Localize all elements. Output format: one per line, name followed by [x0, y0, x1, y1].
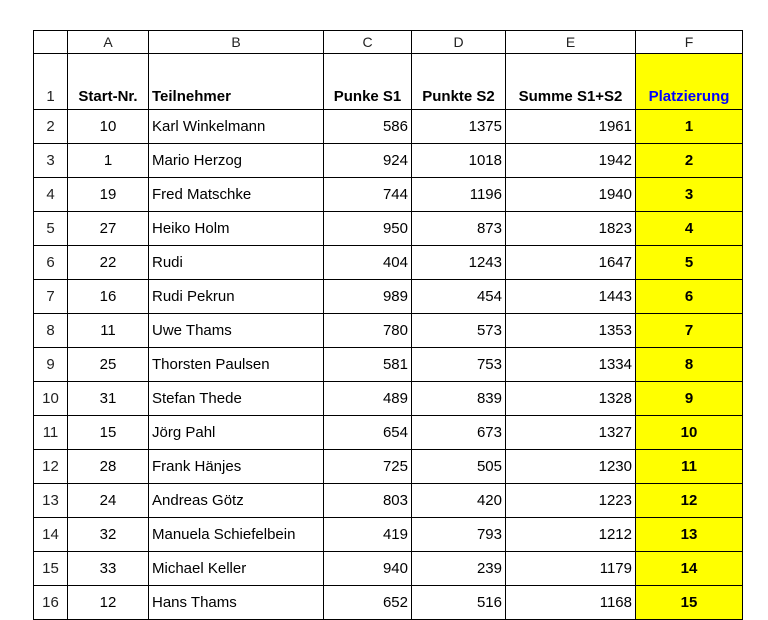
- cell-punkte-s2[interactable]: 573: [412, 314, 506, 348]
- table-row: [34, 314, 743, 348]
- table-row: [34, 178, 743, 212]
- cell-platzierung[interactable]: 7: [636, 314, 743, 348]
- row-number[interactable]: 3: [34, 144, 68, 178]
- cell-summe[interactable]: 1353: [506, 314, 636, 348]
- cell-teilnehmer[interactable]: Andreas Götz: [149, 484, 324, 518]
- header-cell-punke-s1[interactable]: Punke S1: [324, 54, 412, 110]
- cell-platzierung[interactable]: 5: [636, 246, 743, 280]
- cell-punkte-s2[interactable]: 239: [412, 552, 506, 586]
- cell-start-nr[interactable]: 15: [68, 416, 149, 450]
- table-row: [34, 552, 743, 586]
- cell-summe[interactable]: 1223: [506, 484, 636, 518]
- cell-teilnehmer[interactable]: Jörg Pahl: [149, 416, 324, 450]
- table-row: [34, 586, 743, 620]
- column-header-b[interactable]: B: [149, 31, 324, 54]
- cell-punkte-s2[interactable]: 1196: [412, 178, 506, 212]
- row-number[interactable]: 4: [34, 178, 68, 212]
- cell-punke-s1[interactable]: 744: [324, 178, 412, 212]
- cell-platzierung[interactable]: 3: [636, 178, 743, 212]
- cell-start-nr[interactable]: 33: [68, 552, 149, 586]
- cell-start-nr[interactable]: 12: [68, 586, 149, 620]
- cell-punkte-s2[interactable]: 873: [412, 212, 506, 246]
- column-header-f[interactable]: F: [636, 31, 743, 54]
- header-cell-start-nr[interactable]: Start-Nr.: [68, 54, 149, 110]
- cell-platzierung[interactable]: 9: [636, 382, 743, 416]
- row-number[interactable]: 16: [34, 586, 68, 620]
- cell-punke-s1[interactable]: 950: [324, 212, 412, 246]
- table-row: [34, 484, 743, 518]
- cell-punkte-s2[interactable]: 1018: [412, 144, 506, 178]
- column-header-c[interactable]: C: [324, 31, 412, 54]
- cell-platzierung[interactable]: 1: [636, 110, 743, 144]
- cell-teilnehmer[interactable]: Uwe Thams: [149, 314, 324, 348]
- cell-platzierung[interactable]: 13: [636, 518, 743, 552]
- row-number[interactable]: 2: [34, 110, 68, 144]
- row-number[interactable]: 13: [34, 484, 68, 518]
- cell-start-nr[interactable]: 25: [68, 348, 149, 382]
- cell-punke-s1[interactable]: 989: [324, 280, 412, 314]
- cell-teilnehmer[interactable]: Mario Herzog: [149, 144, 324, 178]
- cell-teilnehmer[interactable]: Manuela Schiefelbein: [149, 518, 324, 552]
- cell-punke-s1[interactable]: 489: [324, 382, 412, 416]
- cell-punkte-s2[interactable]: 420: [412, 484, 506, 518]
- cell-punkte-s2[interactable]: 839: [412, 382, 506, 416]
- cell-teilnehmer[interactable]: Michael Keller: [149, 552, 324, 586]
- header-cell-teilnehmer[interactable]: Teilnehmer: [149, 54, 324, 110]
- column-header-a[interactable]: A: [68, 31, 149, 54]
- cell-platzierung[interactable]: 6: [636, 280, 743, 314]
- cell-teilnehmer[interactable]: Thorsten Paulsen: [149, 348, 324, 382]
- table-row: [34, 212, 743, 246]
- cell-punkte-s2[interactable]: 793: [412, 518, 506, 552]
- cell-punke-s1[interactable]: 725: [324, 450, 412, 484]
- cell-summe[interactable]: 1942: [506, 144, 636, 178]
- cell-start-nr[interactable]: 24: [68, 484, 149, 518]
- cell-teilnehmer[interactable]: Stefan Thede: [149, 382, 324, 416]
- spreadsheet-grid: [33, 30, 743, 620]
- cell-punkte-s2[interactable]: 673: [412, 416, 506, 450]
- row-number[interactable]: 10: [34, 382, 68, 416]
- row-number[interactable]: 1: [34, 54, 68, 110]
- table-row: [34, 518, 743, 552]
- cell-teilnehmer[interactable]: Hans Thams: [149, 586, 324, 620]
- cell-punke-s1[interactable]: 652: [324, 586, 412, 620]
- corner-cell[interactable]: [34, 31, 68, 54]
- cell-platzierung[interactable]: 11: [636, 450, 743, 484]
- column-header-e[interactable]: E: [506, 31, 636, 54]
- cell-start-nr[interactable]: 22: [68, 246, 149, 280]
- cell-teilnehmer[interactable]: Rudi: [149, 246, 324, 280]
- cell-summe[interactable]: 1328: [506, 382, 636, 416]
- table-row: [34, 382, 743, 416]
- row-number[interactable]: 15: [34, 552, 68, 586]
- cell-start-nr[interactable]: 27: [68, 212, 149, 246]
- cell-punke-s1[interactable]: 654: [324, 416, 412, 450]
- row-number[interactable]: 9: [34, 348, 68, 382]
- cell-summe[interactable]: 1334: [506, 348, 636, 382]
- cell-start-nr[interactable]: 10: [68, 110, 149, 144]
- cell-start-nr[interactable]: 19: [68, 178, 149, 212]
- column-header-row: [34, 31, 743, 54]
- cell-punke-s1[interactable]: 581: [324, 348, 412, 382]
- cell-punke-s1[interactable]: 924: [324, 144, 412, 178]
- cell-start-nr[interactable]: 1: [68, 144, 149, 178]
- cell-teilnehmer[interactable]: Frank Hänjes: [149, 450, 324, 484]
- cell-start-nr[interactable]: 31: [68, 382, 149, 416]
- cell-start-nr[interactable]: 32: [68, 518, 149, 552]
- table-row: [34, 450, 743, 484]
- row-number[interactable]: 7: [34, 280, 68, 314]
- cell-summe[interactable]: 1327: [506, 416, 636, 450]
- cell-start-nr[interactable]: 28: [68, 450, 149, 484]
- cell-summe[interactable]: 1823: [506, 212, 636, 246]
- cell-platzierung[interactable]: 15: [636, 586, 743, 620]
- cell-summe[interactable]: 1443: [506, 280, 636, 314]
- cell-summe[interactable]: 1940: [506, 178, 636, 212]
- table-row: [34, 144, 743, 178]
- cell-platzierung[interactable]: 4: [636, 212, 743, 246]
- header-cell-platzierung[interactable]: Platzierung: [636, 54, 743, 110]
- cell-punkte-s2[interactable]: 1243: [412, 246, 506, 280]
- row-number[interactable]: 14: [34, 518, 68, 552]
- cell-teilnehmer[interactable]: Heiko Holm: [149, 212, 324, 246]
- cell-start-nr[interactable]: 16: [68, 280, 149, 314]
- cell-summe[interactable]: 1961: [506, 110, 636, 144]
- cell-platzierung[interactable]: 14: [636, 552, 743, 586]
- table-row: [34, 348, 743, 382]
- cell-punke-s1[interactable]: 940: [324, 552, 412, 586]
- cell-teilnehmer[interactable]: Rudi Pekrun: [149, 280, 324, 314]
- row-number[interactable]: 6: [34, 246, 68, 280]
- cell-summe[interactable]: 1212: [506, 518, 636, 552]
- cell-punke-s1[interactable]: 780: [324, 314, 412, 348]
- table-header-row: [34, 54, 743, 110]
- cell-punkte-s2[interactable]: 1375: [412, 110, 506, 144]
- cell-platzierung[interactable]: 8: [636, 348, 743, 382]
- row-number[interactable]: 11: [34, 416, 68, 450]
- row-number[interactable]: 12: [34, 450, 68, 484]
- cell-teilnehmer[interactable]: Karl Winkelmann: [149, 110, 324, 144]
- cell-punke-s1[interactable]: 586: [324, 110, 412, 144]
- cell-teilnehmer[interactable]: Fred Matschke: [149, 178, 324, 212]
- cell-platzierung[interactable]: 10: [636, 416, 743, 450]
- table-row: [34, 416, 743, 450]
- table-row: [34, 246, 743, 280]
- cell-summe[interactable]: 1168: [506, 586, 636, 620]
- cell-start-nr[interactable]: 11: [68, 314, 149, 348]
- cell-punkte-s2[interactable]: 505: [412, 450, 506, 484]
- table-row: [34, 110, 743, 144]
- cell-summe[interactable]: 1647: [506, 246, 636, 280]
- cell-summe[interactable]: 1179: [506, 552, 636, 586]
- cell-punke-s1[interactable]: 404: [324, 246, 412, 280]
- header-cell-punkte-s2[interactable]: Punkte S2: [412, 54, 506, 110]
- cell-platzierung[interactable]: 2: [636, 144, 743, 178]
- cell-platzierung[interactable]: 12: [636, 484, 743, 518]
- cell-summe[interactable]: 1230: [506, 450, 636, 484]
- cell-punke-s1[interactable]: 803: [324, 484, 412, 518]
- cell-punkte-s2[interactable]: 753: [412, 348, 506, 382]
- cell-punke-s1[interactable]: 419: [324, 518, 412, 552]
- row-number[interactable]: 8: [34, 314, 68, 348]
- cell-punkte-s2[interactable]: 516: [412, 586, 506, 620]
- column-header-d[interactable]: D: [412, 31, 506, 54]
- cell-punkte-s2[interactable]: 454: [412, 280, 506, 314]
- row-number[interactable]: 5: [34, 212, 68, 246]
- table-row: [34, 280, 743, 314]
- header-cell-summe[interactable]: Summe S1+S2: [506, 54, 636, 110]
